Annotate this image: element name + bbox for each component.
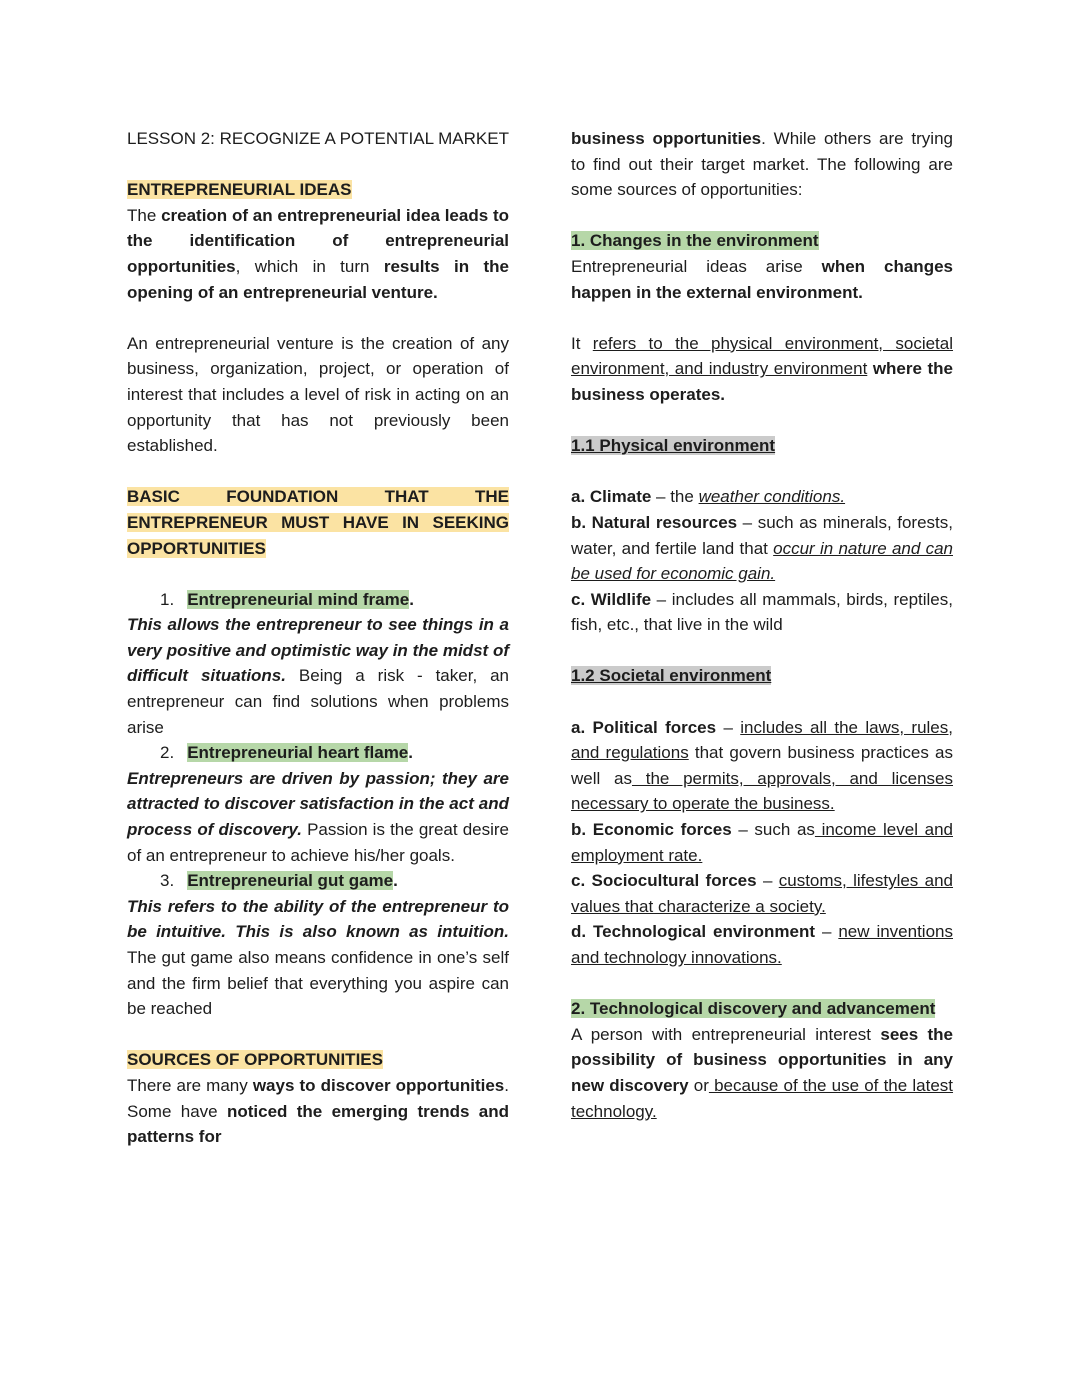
text-segment: –	[716, 717, 741, 737]
term-label: a. Climate	[571, 487, 652, 507]
text-segment: This allows the entrepreneur to see things in a very positive and optimistic way in the midst of difficult situations.	[127, 615, 509, 686]
paragraph-gut-game-desc	[127, 894, 509, 1022]
list-number: 1.	[160, 589, 175, 609]
highlighted-term: Entrepreneurial gut game	[187, 871, 394, 891]
heading-technological-discovery	[571, 996, 953, 1022]
text-segment: There are many	[127, 1075, 253, 1095]
text-segment: business opportunities	[571, 129, 762, 148]
text-segment: Entrepreneurs are driven by passion; they are attracted to discover satisfaction in the act and process of discovery.	[127, 768, 509, 840]
paragraph-heart-flame-desc	[127, 766, 509, 868]
underlined-text: the permits, approvals, and licenses necessary to operate the business.	[571, 768, 953, 814]
highlighted-heading-text: SOURCES OF OPPORTUNITIES	[127, 1050, 383, 1070]
paragraph-wildlife	[571, 587, 953, 638]
paragraph-natural-resources	[571, 510, 953, 587]
paragraph-entrepreneurial-idea	[127, 203, 509, 305]
heading-societal-environment	[571, 663, 953, 689]
text-segment: A person with entrepreneurial interest	[571, 1024, 881, 1044]
term-label: c. Sociocultural forces	[571, 871, 757, 891]
paragraph-venture-definition	[127, 331, 509, 459]
left-column	[127, 126, 509, 1150]
text-segment: – such as	[731, 820, 815, 840]
text-segment: when changes happen in the external environment.	[571, 256, 953, 302]
text-segment: – such as minerals, forests, water, and fertile land that	[571, 512, 953, 558]
heading-changes-in-environment	[571, 228, 953, 254]
text-segment: This refers to the ability of the entrepreneur to be intuitive. This is also known as intuition.	[127, 896, 509, 942]
text-segment: It	[571, 333, 593, 353]
list-item-gut-game	[127, 868, 509, 894]
text-segment: or	[688, 1075, 709, 1095]
heading-entrepreneurial-ideas	[127, 177, 509, 203]
text-segment: sees the possibility of business opportunities in any new discovery	[571, 1024, 954, 1095]
text-segment: that govern business practices as well as	[571, 743, 953, 788]
highlighted-term: Entrepreneurial mind frame	[187, 589, 410, 609]
paragraph-business-opportunities	[571, 126, 953, 203]
list-number: 2.	[160, 743, 175, 763]
paragraph-mind-frame-desc	[127, 612, 509, 740]
underlined-text: new inventions and technology innovations.	[571, 922, 953, 967]
highlighted-heading-text: BASIC FOUNDATION THAT THE ENTREPRENEUR MUST HAVE IN SEEKING OPPORTUNITIES	[127, 487, 509, 558]
text-segment: noticed the emerging trends and patterns for	[127, 1101, 509, 1147]
paragraph-sources-intro	[127, 1073, 509, 1150]
text-segment: creation of an entrepreneurial idea leads to the identification of entrepreneurial opportunities	[127, 205, 509, 276]
paragraph-technological-desc	[571, 1022, 953, 1124]
underlined-text: income level and employment rate.	[571, 820, 953, 865]
text-segment: –	[756, 871, 779, 891]
paragraph-environment-refers	[571, 331, 953, 408]
underlined-text: refers to the physical environment, societal environment, and industry environment	[571, 333, 954, 379]
heading-physical-environment	[571, 433, 953, 459]
term-label: b. Natural resources	[571, 512, 738, 532]
text-segment: , which in turn	[235, 256, 384, 276]
underlined-text: because of the use of the latest technology.	[571, 1075, 954, 1121]
highlighted-heading-text: 1. Changes in the environment	[571, 231, 819, 251]
text-segment: LESSON 2: RECOGNIZE A POTENTIAL MARKET	[127, 129, 509, 148]
text-segment: . While others are trying to find out their target market. The following are some sources of opportunities:	[571, 129, 953, 200]
term-label: c. Wildlife	[571, 589, 652, 609]
paragraph-climate	[571, 484, 953, 510]
text-segment: –	[815, 922, 839, 942]
underlined-text: occur in nature and can be used for economic gain.	[571, 538, 953, 584]
text-segment: where the business operates.	[571, 359, 953, 404]
paragraph-technological-environment	[571, 919, 953, 970]
underlined-text: weather conditions.	[698, 487, 846, 507]
lesson-title	[127, 126, 509, 152]
text-segment: Passion is the great desire of an entrepreneur to achieve his/her goals.	[127, 820, 509, 865]
text-segment: – includes all mammals, birds, reptiles, fish, etc., that live in the wild	[571, 589, 953, 635]
text-segment: Entrepreneurial ideas arise	[571, 256, 822, 276]
term-label: d. Technological environment	[571, 922, 816, 942]
underlined-text: includes all the laws, rules, and regulations	[571, 717, 953, 763]
text-segment: results in the opening of an entrepreneurial venture.	[127, 256, 509, 302]
two-column-layout	[127, 126, 953, 1150]
underlined-text: customs, lifestyles and values that characterize a society.	[571, 871, 954, 916]
text-segment: – the	[651, 487, 699, 507]
text-segment: ways to discover opportunities	[252, 1075, 505, 1095]
list-item-heart-flame	[127, 740, 509, 766]
highlighted-heading-text: 1.1 Physical environment	[571, 436, 776, 456]
list-item-mind-frame	[127, 587, 509, 613]
term-label: a. Political forces	[571, 717, 717, 737]
text-segment: .	[409, 589, 414, 609]
highlighted-heading-text: 2. Technological discovery and advancement	[571, 999, 936, 1019]
text-segment: . Some have	[127, 1075, 509, 1121]
term-label: b. Economic forces	[571, 820, 732, 840]
list-number: 3.	[160, 871, 175, 891]
highlighted-heading-text: ENTREPRENEURIAL IDEAS	[127, 180, 352, 200]
heading-basic-foundation	[127, 484, 509, 561]
paragraph-political-forces	[571, 715, 953, 817]
text-segment: An entrepreneurial venture is the creation of any business, organization, project, or operation of interest that includes a level of risk in acting on an opportunity that has not previously been established.	[127, 333, 509, 456]
paragraph-sociocultural-forces	[571, 868, 953, 919]
text-segment: The gut game also means confidence in one’s self and the firm belief that everything you aspire can be reached	[127, 948, 509, 1019]
text-segment: The	[127, 205, 162, 225]
text-segment: .	[393, 871, 398, 891]
text-segment: Being a risk - taker, an entrepreneur can find solutions when problems arise	[127, 666, 509, 737]
highlighted-term: Entrepreneurial heart flame	[187, 743, 409, 763]
right-column	[571, 126, 953, 1150]
highlighted-heading-text: 1.2 Societal environment	[571, 666, 772, 686]
paragraph-changes-desc	[571, 254, 953, 305]
paragraph-economic-forces	[571, 817, 953, 868]
text-segment: .	[408, 743, 413, 763]
heading-sources-of-opportunities	[127, 1047, 509, 1073]
